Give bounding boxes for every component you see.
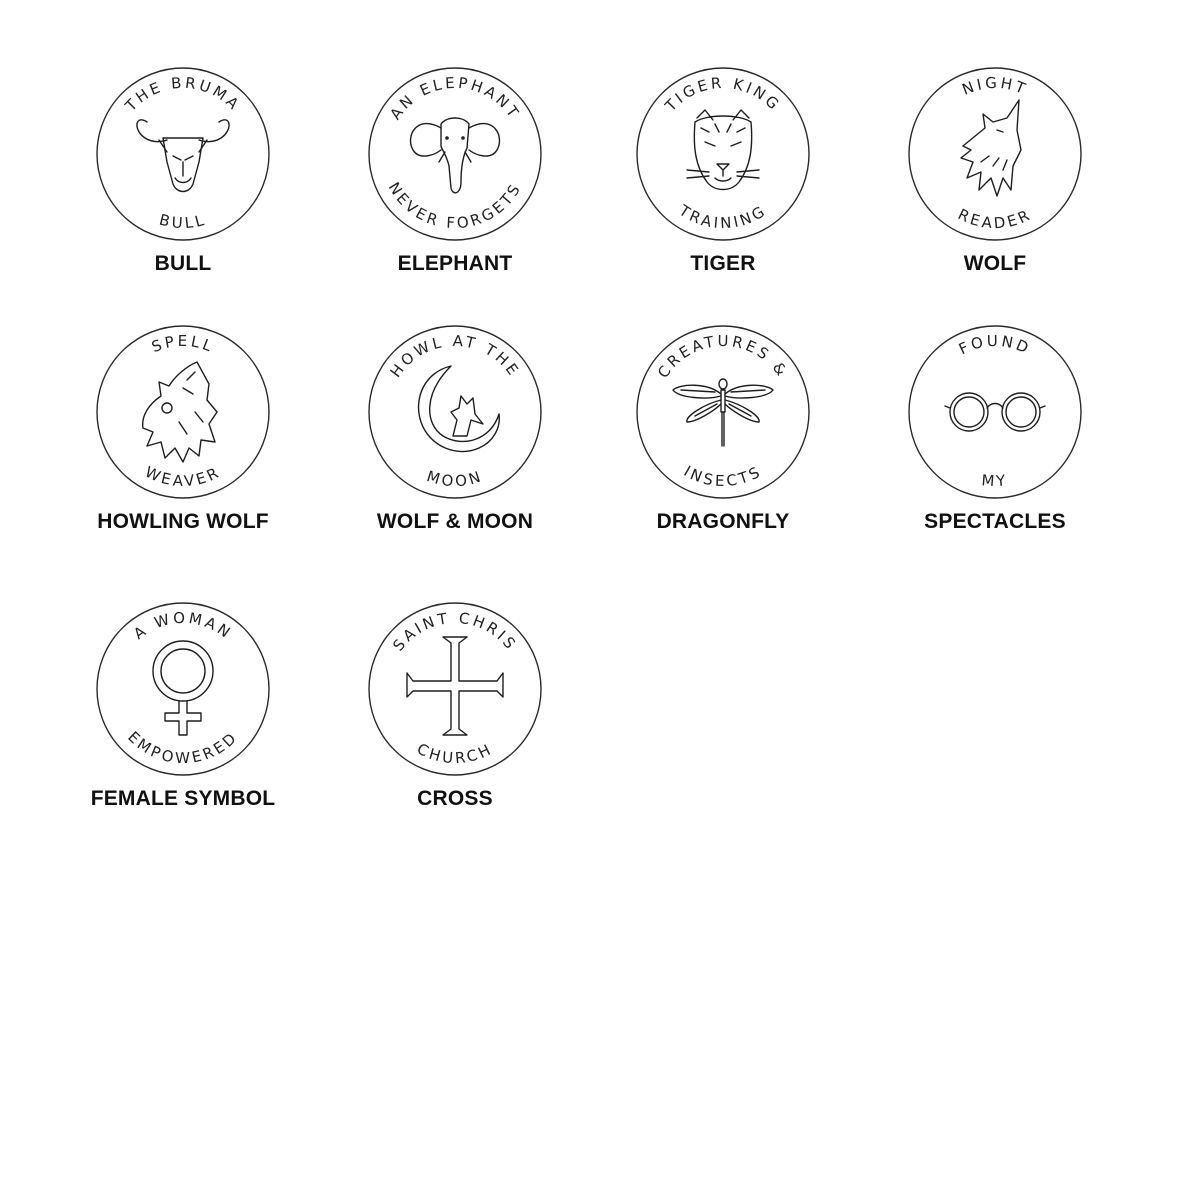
badge-top-text: SPELL (149, 331, 218, 357)
svg-text:WEAVER (142, 463, 224, 491)
badge-bottom-text: BULL (157, 210, 209, 233)
svg-text:CHURCH (414, 740, 496, 768)
tiger-face-icon (687, 110, 759, 190)
engraving-option-wolf-moon[interactable] (333, 324, 573, 574)
badge-bottom-text: EMPOWERED (124, 727, 242, 768)
item-caption: WOLF (963, 252, 1027, 275)
item-caption: BULL (154, 252, 212, 275)
engraving-option-bull[interactable] (61, 66, 301, 316)
svg-text:EMPOWERED (124, 728, 241, 767)
spectacles-badge (907, 324, 1083, 500)
cross-icon (407, 637, 503, 735)
engraving-option-wolf[interactable] (873, 66, 1113, 316)
tiger-badge (635, 66, 811, 242)
svg-text:MY (981, 471, 1010, 490)
bull-badge (95, 66, 271, 242)
svg-text:MOON (425, 467, 486, 490)
svg-text:CREATURES & (654, 332, 792, 382)
item-caption: ELEPHANT (397, 252, 513, 275)
badge-bottom-text: CHURCH (414, 739, 496, 768)
svg-text:NIGHT (960, 74, 1031, 99)
howling-wolf-icon (143, 362, 217, 462)
svg-text:AN ELEPHANT (386, 74, 523, 123)
badge-top-text: HOWL AT THE (386, 331, 524, 381)
wolf-head-icon (961, 100, 1021, 196)
badge-top-text: THE BRUMA (121, 73, 245, 115)
badge-top-text: AN ELEPHANT (386, 73, 524, 123)
svg-text:BULL (157, 211, 208, 233)
badge-bottom-text: TRAINING (675, 201, 771, 233)
item-caption: DRAGONFLY (656, 510, 790, 533)
engraving-option-tiger[interactable] (601, 66, 841, 316)
engraving-option-female-symbol[interactable] (61, 601, 301, 851)
svg-text:SPELL (149, 332, 217, 356)
badge-top-text: SAINT CHRIS (389, 608, 521, 655)
badge-top-text: TIGER KING (661, 73, 785, 115)
badge-bottom-text: READER (955, 205, 1035, 233)
svg-text:FOUND (956, 332, 1034, 358)
badge-bottom-text: MOON (424, 467, 486, 491)
wolf-moon-icon (419, 366, 500, 452)
item-caption: FEMALE SYMBOL (90, 787, 276, 810)
item-caption: CROSS (417, 787, 493, 810)
engraving-option-dragonfly[interactable] (601, 324, 841, 574)
badge-top-text: A WOMAN (130, 608, 236, 644)
female-symbol-icon (153, 641, 213, 735)
dragonfly-icon (673, 379, 773, 446)
wolf-moon-badge (367, 324, 543, 500)
item-caption: HOWLING WOLF (97, 510, 269, 533)
cross-badge (367, 601, 543, 777)
engraving-option-cross[interactable] (333, 601, 573, 851)
svg-text:HOWL AT THE (387, 332, 524, 381)
svg-text:TRAINING (675, 201, 770, 233)
badge-top-text: CREATURES & (654, 331, 792, 382)
badge-bottom-text: INSECTS (680, 462, 766, 491)
badge-bottom-text: WEAVER (142, 462, 224, 491)
item-caption: SPECTACLES (924, 510, 1066, 533)
engraving-option-spectacles[interactable] (873, 324, 1113, 574)
badge-top-text: FOUND (955, 331, 1034, 359)
elephant-badge (367, 66, 543, 242)
female-symbol-badge (95, 601, 271, 777)
bull-head-icon (137, 120, 229, 192)
wolf-badge (907, 66, 1083, 242)
engraving-option-howling-wolf[interactable] (61, 324, 301, 574)
howling-wolf-badge (95, 324, 271, 500)
badge-bottom-text: MY (980, 471, 1010, 491)
svg-text:INSECTS (681, 462, 765, 490)
elephant-head-icon (411, 118, 500, 193)
item-caption: WOLF & MOON (376, 510, 534, 533)
engraving-option-elephant[interactable] (333, 66, 573, 316)
dragonfly-badge (635, 324, 811, 500)
svg-text:READER (955, 205, 1035, 232)
item-caption: TIGER (690, 252, 756, 275)
spectacles-icon (945, 393, 1045, 431)
badge-bottom-text: NEVER FORGETS (384, 179, 526, 233)
badge-top-text: NIGHT (959, 73, 1031, 99)
svg-text:A WOMAN (130, 609, 236, 643)
